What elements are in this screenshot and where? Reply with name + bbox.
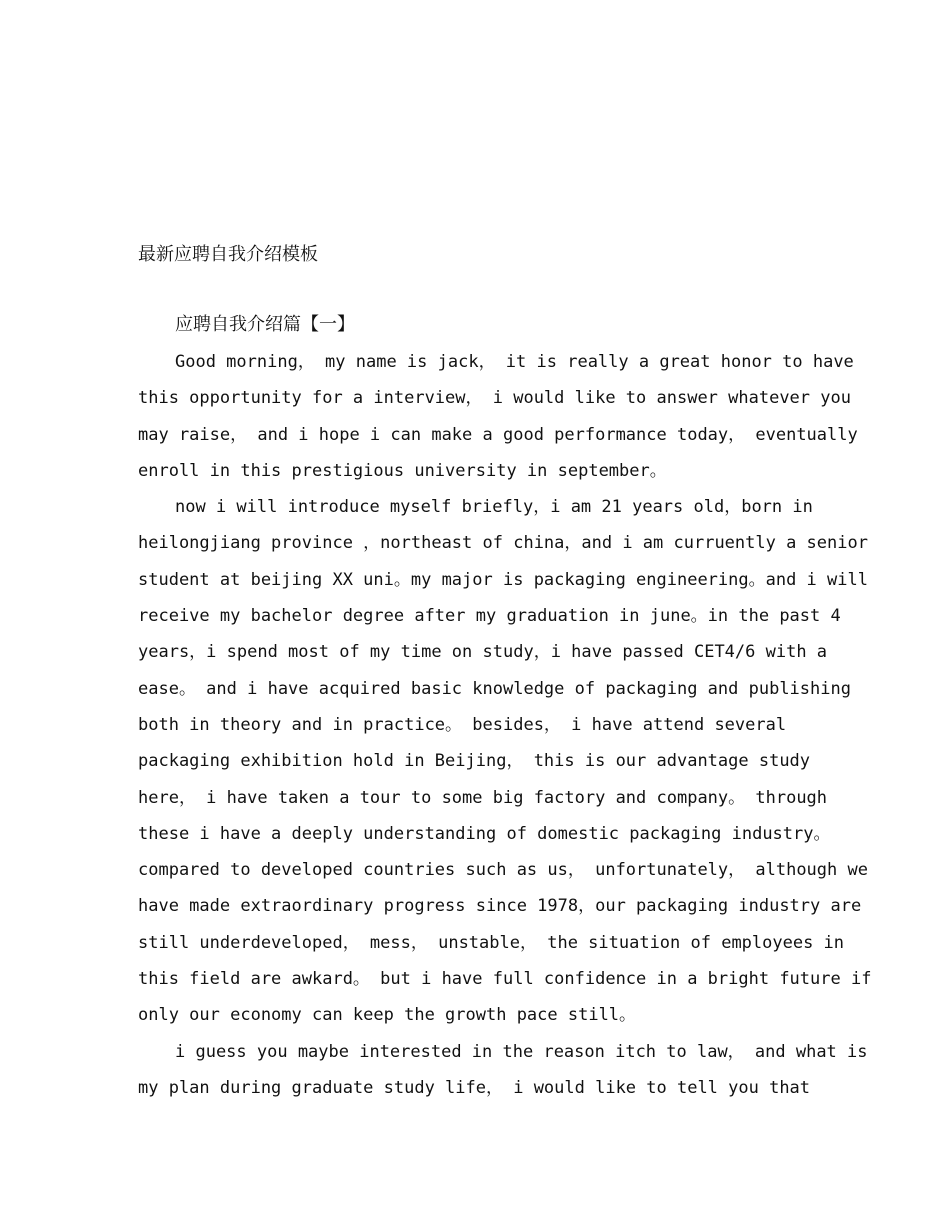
paragraph-2-line-3: student at beijing XX uni。my major is packaging engineering。and i will [138,569,868,590]
document-title: 最新应聘自我介绍模板 [138,244,318,265]
section-heading: 应聘自我介绍篇【一】 [175,314,355,335]
paragraph-2-line-10: these i have a deeply understanding of domestic packaging industry。 [138,823,831,844]
paragraph-2-line-11: compared to developed countries such as us， unfortunately， although we [138,860,868,881]
paragraph-3-line-1: i guess you maybe interested in the reason itch to law， and what is [175,1041,868,1062]
body-text [138,344,872,1106]
paragraph-1-line-2: this opportunity for a interview， i would like to answer whatever you [138,388,851,409]
paragraph-2-line-2: heilongjiang province ，northeast of china，and i am curruently a senior [138,533,868,554]
paragraph-2-line-6: ease。 and i have acquired basic knowledge of packaging and publishing [138,678,851,699]
paragraph-2-line-9: here， i have taken a tour to some big factory and company。 through [138,787,828,808]
paragraph-2-line-8: packaging exhibition hold in Beijing， this is our advantage study [138,751,811,772]
paragraph-1-line-4: enroll in this prestigious university in september。 [138,460,667,481]
paragraph-1-line-3: may raise， and i hope i can make a good performance today， eventually [138,424,858,445]
paragraph-1-line-1: Good morning， my name is jack， it is really a great honor to have [175,352,854,372]
paragraph-2-line-14: this field are awkard。 but i have full confidence in a bright future if [138,969,872,990]
paragraph-2-line-5: years，i spend most of my time on study，i have passed CET4/6 with a [138,642,828,663]
paragraph-2-line-7: both in theory and in practice。 besides， i have attend several [138,714,787,735]
paragraph-3-line-2: my plan during graduate study life， i would like to tell you that [138,1077,811,1098]
paragraph-2-line-13: still underdeveloped， mess， unstable， the situation of employees in [138,932,845,953]
paragraph-2-line-15: only our economy can keep the growth pace still。 [138,1005,637,1026]
paragraph-2-line-1: now i will introduce myself briefly，i am 21 years old，born in [175,497,813,518]
paragraph-2-line-4: receive my bachelor degree after my graduation in june。in the past 4 [138,606,841,627]
paragraph-2-line-12: have made extraordinary progress since 1978，our packaging industry are [138,896,862,917]
